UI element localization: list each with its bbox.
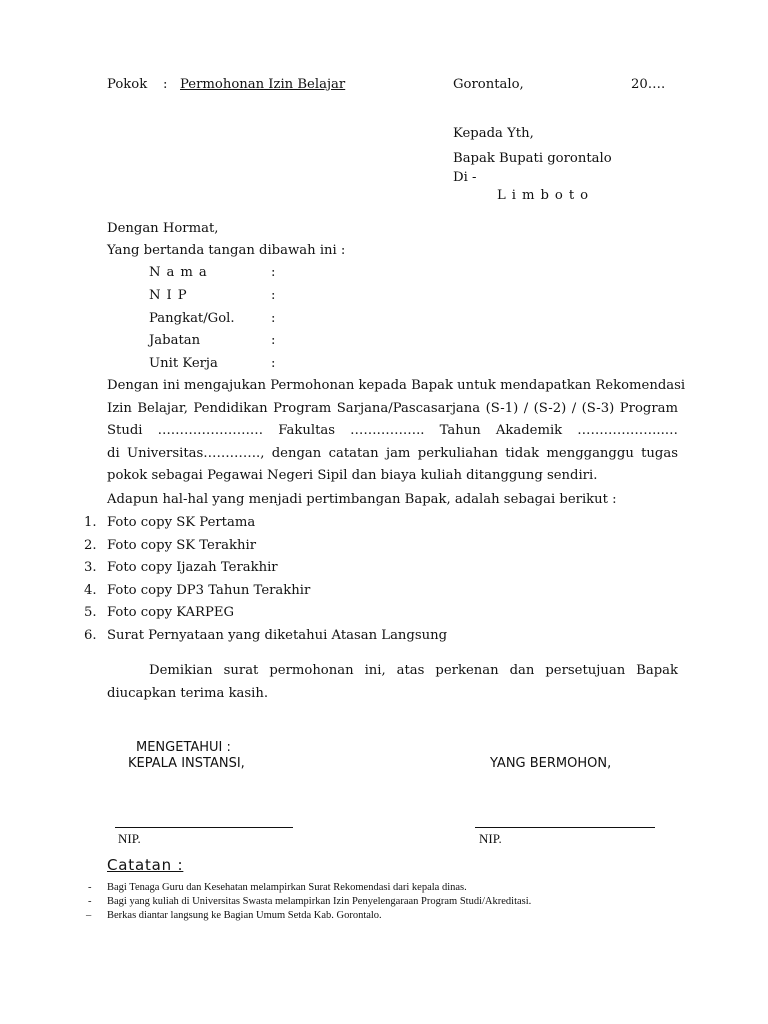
field-label-nip: NIP [149,288,193,303]
letter-date: 20…. [631,77,666,92]
attachment-number: 5. [84,605,97,620]
attachment-item [0,515,768,531]
paragraph-line: di Universitas…………., dengan catatan jam perkuliahan tidak mengganggu tugas [107,445,678,461]
note-item: Bagi Tenaga Guru dan Kesehatan melampirkan Surat Rekomendasi dari kepala dinas. [107,882,467,893]
attachment-number: 2. [84,538,97,553]
attachment-item [0,605,768,621]
paragraph-line: diucapkan terima kasih. [107,686,269,701]
attachment-item [0,583,768,599]
paragraph-line: Dengan ini mengajukan Permohonan kepada Bapak untuk mendapatkan Rekomendasi [107,378,686,393]
attachment-text: Foto copy KARPEG [107,605,235,620]
field-colon: : [271,333,276,348]
field-label-nama: Nama [149,265,213,280]
note-bullet: – [86,910,92,921]
recipient-salutation: Kepada Yth, [453,126,534,141]
letter-subject: Permohonan Izin Belajar [180,77,346,92]
attachment-number: 3. [84,560,97,575]
field-label-pangkat: Pangkat/Gol. [149,311,235,326]
paragraph-line: Studi …………………… Fakultas …………….. Tahun Akademik ………………..… [107,423,678,439]
attachment-item [0,560,768,576]
note-item: Bagi yang kuliah di Universitas Swasta melampirkan Izin Penyelengaraan Program Studi/Akreditasi. [107,896,532,907]
attachment-text: Foto copy SK Pertama [107,515,256,530]
attachment-item [0,538,768,554]
paragraph-line: Demikian surat permohonan ini, atas perkenan dan persetujuan Bapak [149,663,678,678]
recipient-di: Di - [453,170,477,185]
attachment-number: 1. [84,515,97,530]
note-bullet: - [88,896,92,907]
signature-line-left [115,827,293,828]
letter-place: Gorontalo, [453,77,524,92]
attachment-text: Foto copy Ijazah Terakhir [107,560,278,575]
intro-line: Yang bertanda tangan dibawah ini : [107,243,346,258]
subject-colon: : [163,77,168,92]
closing-paragraph [107,659,678,705]
attachment-item [0,628,768,644]
attachment-text: Foto copy SK Terakhir [107,538,257,553]
field-colon: : [271,265,276,280]
recipient-city: Limboto [497,188,595,203]
attachment-number: 6. [84,628,97,643]
mengetahui-label: MENGETAHUI : [136,740,231,755]
request-paragraph [107,375,686,488]
paragraph-line: Izin Belajar, Pendidikan Program Sarjana/Pascasarjana (S-1) / (S-2) / (S-3) Program [107,400,678,416]
consideration-line: Adapun hal-hal yang menjadi pertimbangan Bapak, adalah sebagai berikut : [107,492,617,507]
nip-right: NIP. [479,831,502,846]
field-label-jabatan: Jabatan [149,333,201,348]
field-colon: : [271,288,276,303]
greeting: Dengan Hormat, [107,221,219,236]
field-colon: : [271,311,276,326]
subject-label: Pokok [107,77,148,92]
kepala-instansi-label: KEPALA INSTANSI, [128,756,245,771]
signature-line-right [475,827,655,828]
attachment-number: 4. [84,583,97,598]
field-colon: : [271,356,276,371]
yang-bermohon-label: YANG BERMOHON, [490,756,612,771]
note-item: Berkas diantar langsung ke Bagian Umum Setda Kab. Gorontalo. [107,910,382,921]
nip-left: NIP. [118,831,141,846]
paragraph-line: pokok sebagai Pegawai Negeri Sipil dan biaya kuliah ditanggung sendiri. [107,468,598,484]
attachment-text: Foto copy DP3 Tahun Terakhir [107,583,311,598]
attachment-text: Surat Pernyataan yang diketahui Atasan Langsung [107,628,448,643]
recipient-name: Bapak Bupati gorontalo [453,151,612,166]
note-bullet: - [88,882,92,893]
field-label-unit-kerja: Unit Kerja [149,356,218,371]
notes-title: Catatan : [107,856,184,874]
